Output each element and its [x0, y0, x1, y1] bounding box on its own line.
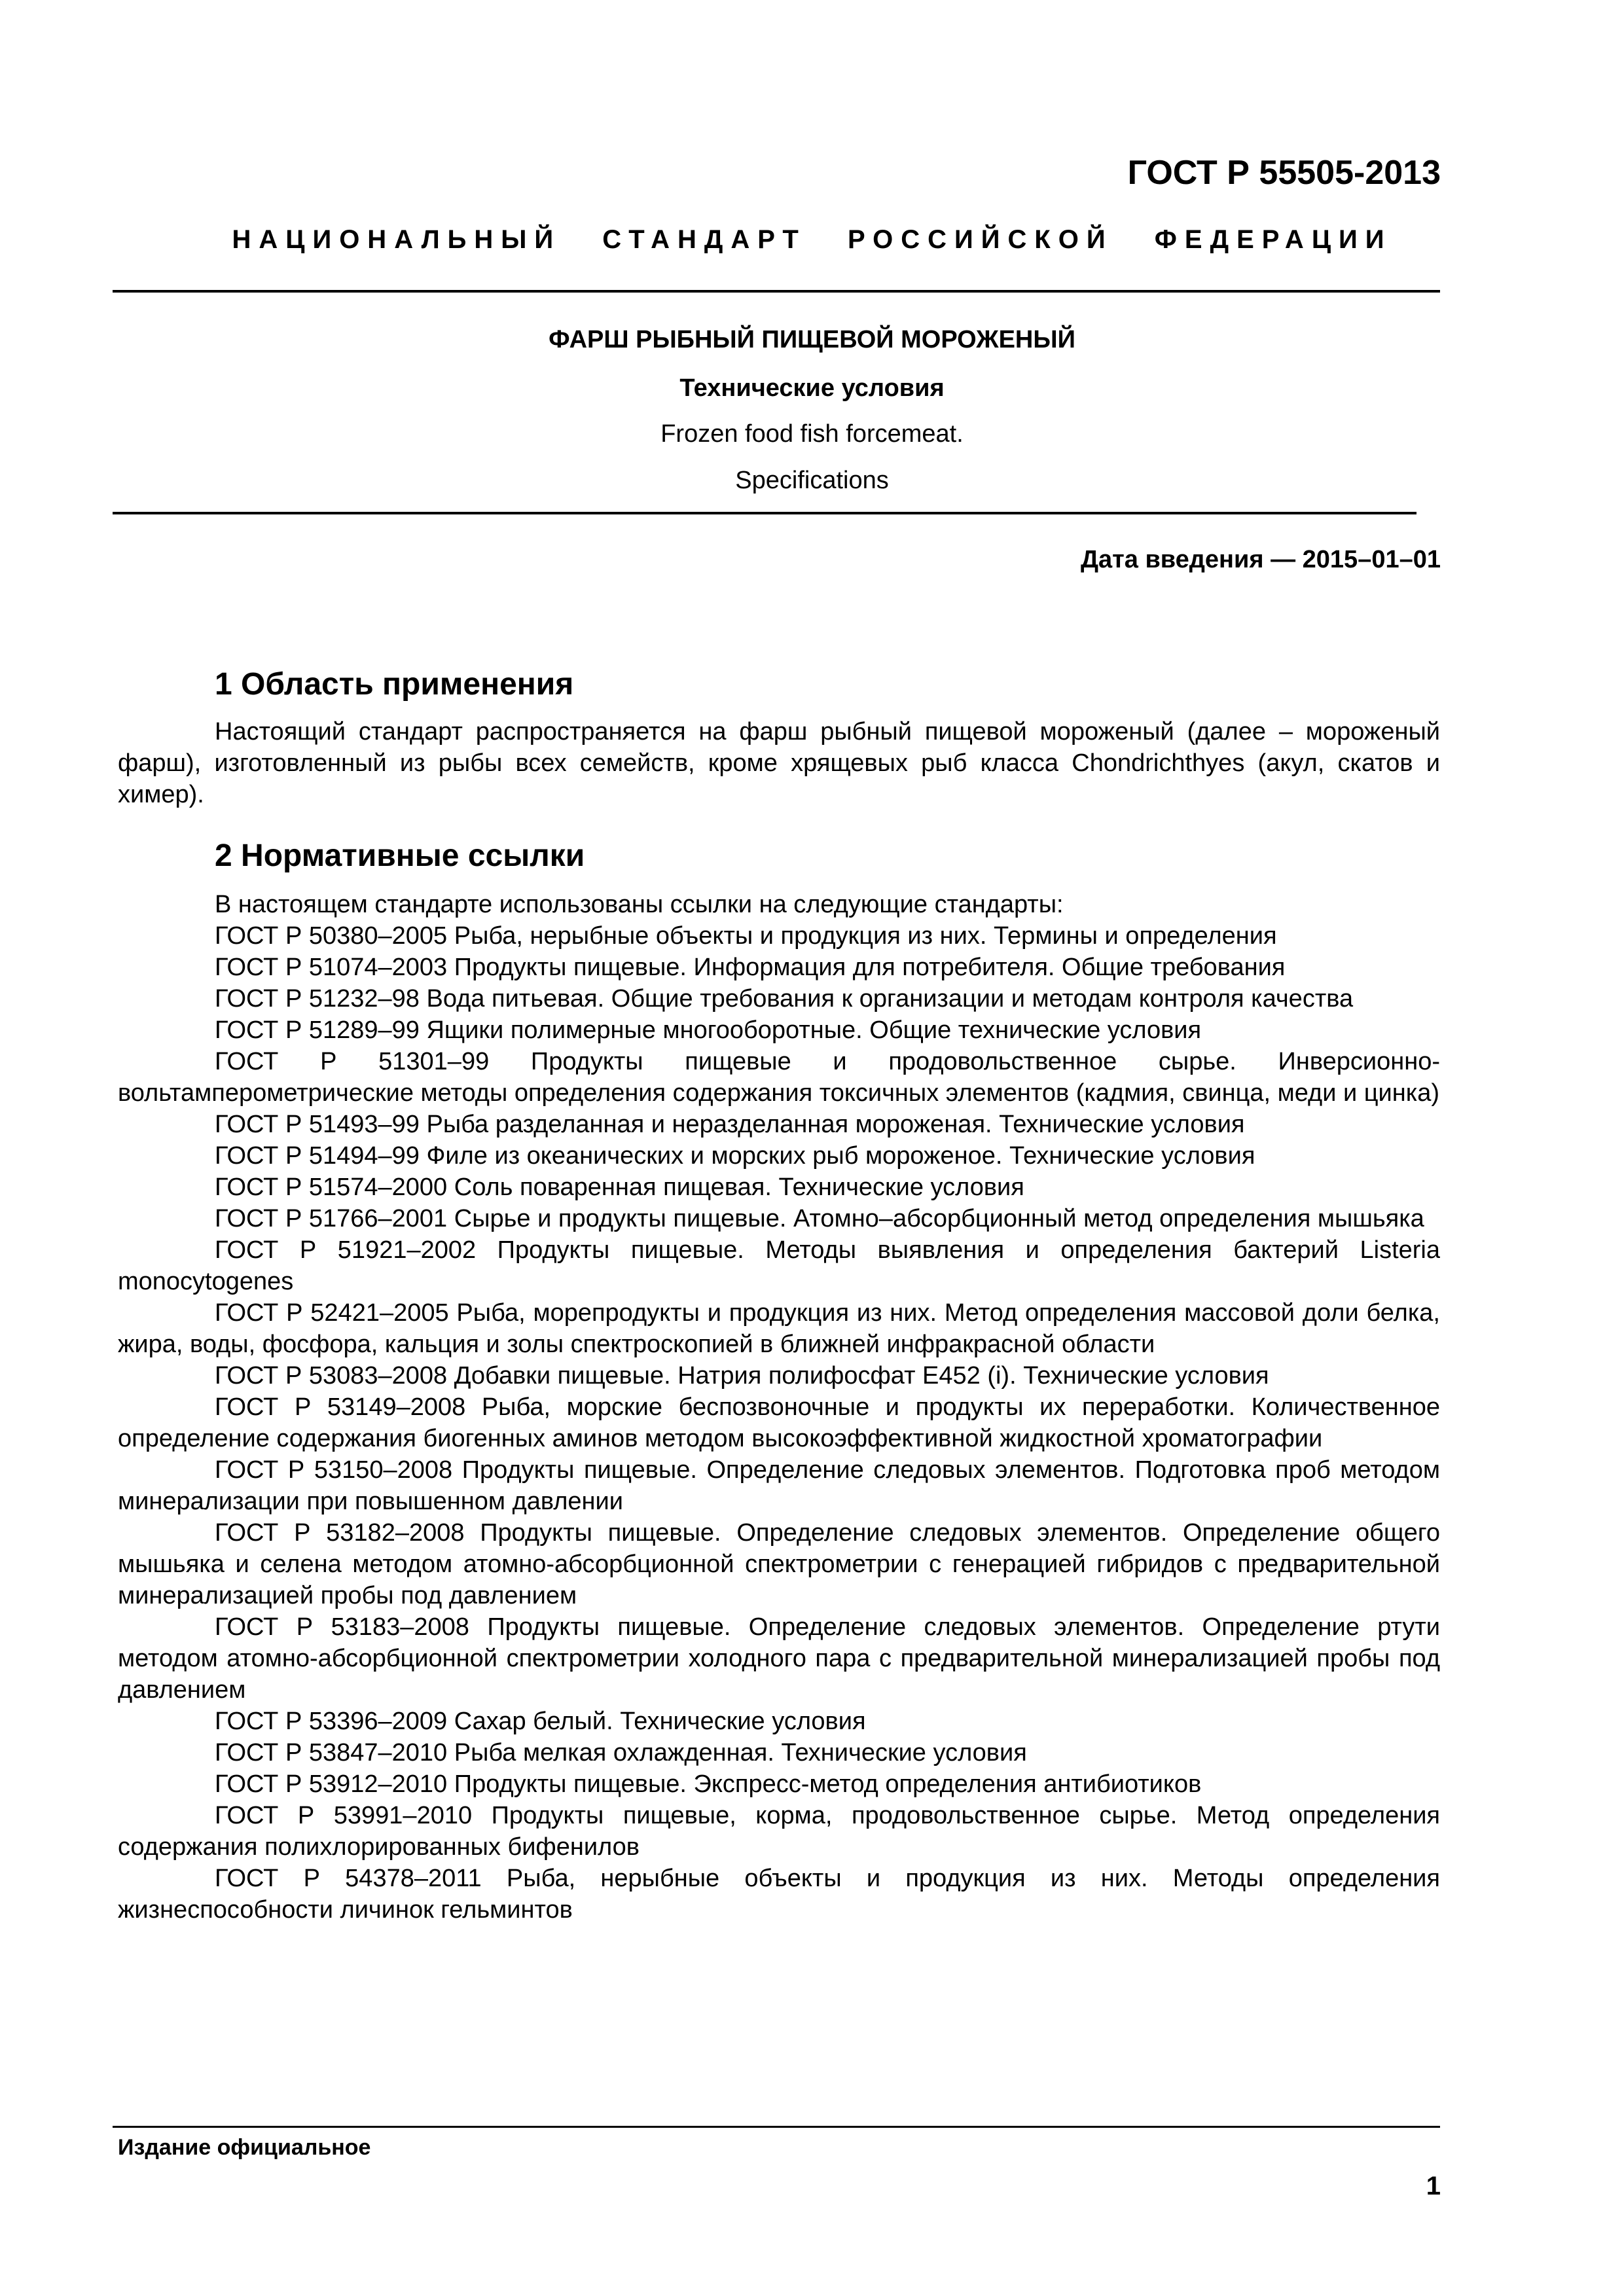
reference-item: ГОСТ Р 51301–99 Продукты пищевые и продовольственное сырье. Инверсионно-вольтамперометрические методы определения содержания токсичных элементов (кадмия, свинца, меди и цинка) — [118, 1048, 1440, 1107]
introduction-date: Дата введения — 2015–01–01 — [1080, 546, 1441, 573]
reference-item: ГОСТ Р 53847–2010 Рыба мелкая охлажденная. Технические условия — [215, 1739, 1027, 1767]
standard-subtitle: Технические условия — [679, 374, 945, 402]
standard-title: ФАРШ РЫБНЫЙ ПИЩЕВОЙ МОРОЖЕНЫЙ — [549, 326, 1075, 353]
reference-item: ГОСТ Р 53912–2010 Продукты пищевые. Экспресс-метод определения антибиотиков — [215, 1770, 1202, 1798]
reference-item: ГОСТ Р 51766–2001 Сырье и продукты пищевые. Атомно–абсорбционный метод определения мышьяка — [215, 1205, 1424, 1232]
reference-item: ГОСТ Р 52421–2005 Рыба, морепродукты и продукция из них. Метод определения массовой доли белка, жира, воды, фосфора, кальция и золы спектроскопией в ближней инфракрасной области — [118, 1299, 1440, 1358]
title-divider — [113, 512, 1416, 514]
reference-item: ГОСТ Р 50380–2005 Рыба, нерыбные объекты и продукция из них. Термины и определения — [215, 922, 1277, 950]
document-number: ГОСТ Р 55505-2013 — [1127, 154, 1441, 192]
official-edition-label: Издание официальное — [118, 2135, 371, 2160]
reference-item: ГОСТ Р 51921–2002 Продукты пищевые. Методы выявления и определения бактерий Listeria monocytogenes — [118, 1236, 1440, 1295]
reference-item: ГОСТ Р 53991–2010 Продукты пищевые, корма, продовольственное сырье. Метод определения содержания полихлорированных бифенилов — [118, 1802, 1440, 1861]
main-content — [118, 666, 1440, 1926]
page-number: 1 — [1426, 2172, 1441, 2200]
english-title: Frozen food fish forcemeat. — [660, 420, 964, 448]
section-2-heading: 2 Нормативные ссылки — [215, 838, 585, 873]
reference-item: ГОСТ Р 51074–2003 Продукты пищевые. Информация для потребителя. Общие требования — [215, 954, 1286, 981]
national-standard-line: НАЦИОНАЛЬНЫЙ СТАНДАРТ РОССИЙСКОЙ ФЕДЕРАЦИИ — [232, 225, 1392, 254]
header-divider — [113, 290, 1440, 293]
section-1-text: Настоящий стандарт распространяется на фарш рыбный пищевой мороженый (далее – мороженый фарш), изготовленный из рыбы всех семейств, кроме хрящевых рыб класса Chondrichthyes (акул, скатов и химер). — [118, 718, 1440, 808]
section-2-intro: В настоящем стандарте использованы ссылки на следующие стандарты: — [215, 891, 1064, 918]
reference-item: ГОСТ Р 54378–2011 Рыба, нерыбные объекты и продукция из них. Методы определения жизнеспособности личинок гельминтов — [118, 1865, 1440, 1924]
reference-item: ГОСТ Р 53149–2008 Рыба, морские беспозвоночные и продукты их переработки. Количественное определение содержания биогенных аминов методом высокоэффективной жидкостной хроматографии — [118, 1393, 1440, 1452]
reference-item: ГОСТ Р 51493–99 Рыба разделанная и неразделанная мороженая. Технические условия — [215, 1111, 1245, 1138]
reference-item: ГОСТ Р 53183–2008 Продукты пищевые. Определение следовых элементов. Определение ртути методом атомно-абсорбционной спектрометрии холодного пара с предварительной минерализацией пробы под давлением — [118, 1613, 1440, 1704]
reference-item: ГОСТ Р 53083–2008 Добавки пищевые. Натрия полифосфат Е452 (i). Технические условия — [215, 1362, 1269, 1390]
footer-divider — [113, 2126, 1440, 2128]
reference-item: ГОСТ Р 51289–99 Ящики полимерные многооборотные. Общие технические условия — [215, 1016, 1202, 1044]
reference-item: ГОСТ Р 53396–2009 Сахар белый. Технические условия — [215, 1708, 866, 1735]
reference-item: ГОСТ Р 53182–2008 Продукты пищевые. Определение следовых элементов. Определение общего мышьяка и селена методом атомно-абсорбционной спектрометрии с генерацией гибридов с предварительной минерализацией пробы под давлением — [118, 1519, 1440, 1609]
section-1-heading: 1 Область применения — [215, 667, 574, 702]
reference-item: ГОСТ Р 51574–2000 Соль поваренная пищевая. Технические условия — [215, 1174, 1024, 1201]
reference-item: ГОСТ Р 53150–2008 Продукты пищевые. Определение следовых элементов. Подготовка проб методом минерализации при повышенном давлении — [118, 1456, 1440, 1515]
reference-item: ГОСТ Р 51494–99 Филе из океанических и морских рыб мороженое. Технические условия — [215, 1142, 1255, 1170]
english-subtitle: Specifications — [735, 467, 889, 494]
reference-list — [118, 920, 1440, 1926]
reference-item: ГОСТ Р 51232–98 Вода питьевая. Общие требования к организации и методам контроля качества — [215, 985, 1354, 1013]
